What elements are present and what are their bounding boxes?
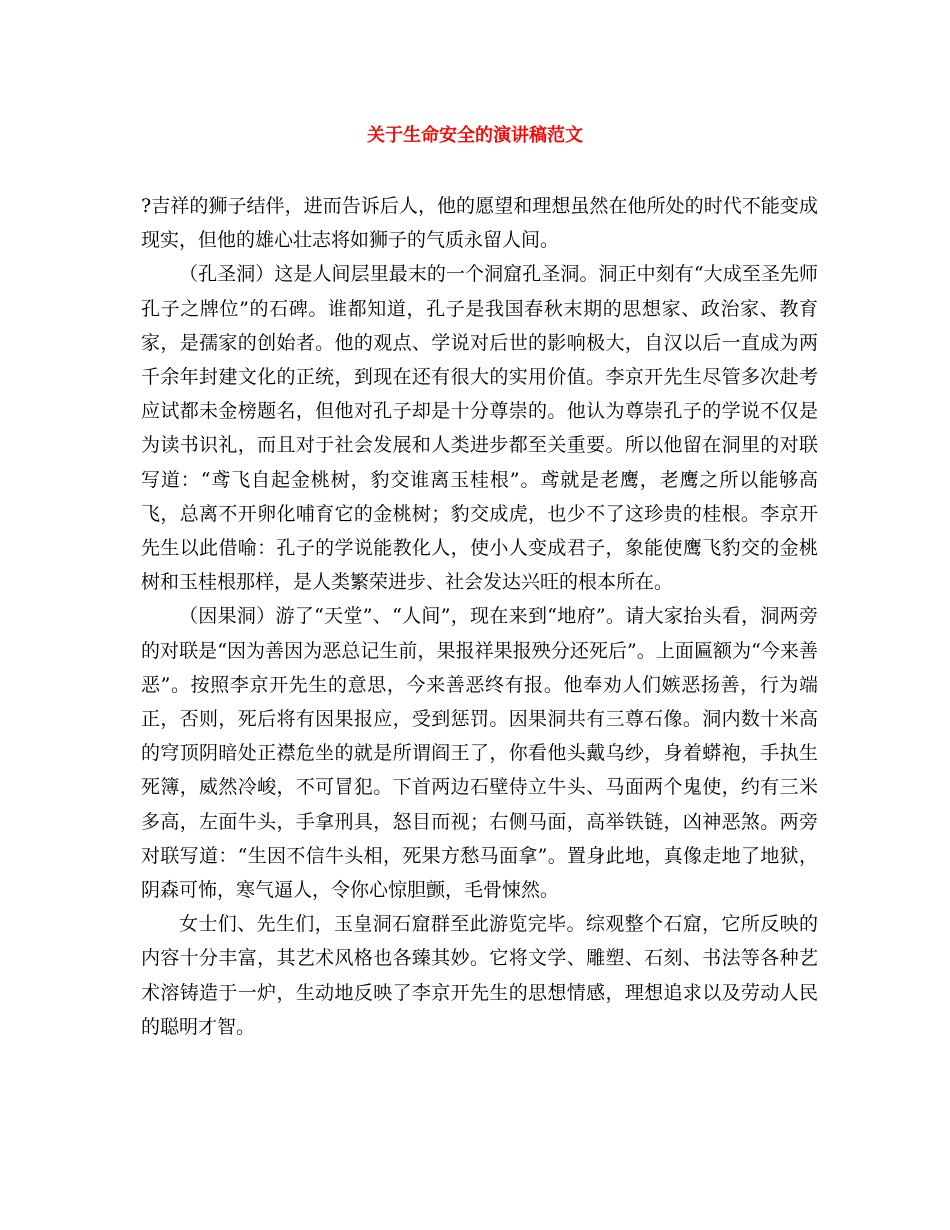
document-body [141,189,818,1044]
paragraph-kongsheng-cave: （孔圣洞）这是人间层里最末的一个洞窟孔圣洞。洞正中刻有“大成至圣先师孔子之牌位”的石碑。谁都知道，孔子是我国春秋末期的思想家、政治家、教育家，是孺家的创始者。他的观点、学说对后世的影响极大，自汉以后一直成为两千余年封建文化的正统，到现在还有很大的实用价值。李京开先生尽管多次赴考应试都未金榜题名，但他对孔子却是十分尊崇的。他认为尊崇孔子的学说不仅是为读书识礼，而且对于社会发展和人类进步都至关重要。所以他留在洞里的对联写道：“鸢飞自起金桃树，豹交谁离玉桂根”。鸢就是老鹰，老鹰之所以能够高飞，总离不开卵化哺育它的金桃树；豹交成虎，也少不了这珍贵的桂根。李京开先生以此借喻：孔子的学说能教化人，使小人变成君子，象能使鹰飞豹交的金桃树和玉桂根那样，是人类繁荣进步、社会发达兴旺的根本所在。 [141,263,818,594]
paragraph-continuation: ?吉祥的狮子结伴，进而告诉后人，他的愿望和理想虽然在他所处的时代不能变成现实，但他的雄心壮志将如狮子的气质永留人间。 [141,195,818,252]
paragraph-conclusion: 女士们、先生们，玉皇洞石窟群至此游览完毕。综观整个石窟，它所反映的内容十分丰富，其艺术风格也各臻其妙。它将文学、雕塑、石刻、书法等各种艺术溶铸造于一炉，生动地反映了李京开先生的思想情感，理想追求以及劳动人民的聪明才智。 [141,913,818,1038]
paragraph-yinguo-cave: （因果洞）游了“天堂”、“人间”，现在来到“地府”。请大家抬头看，洞两旁的对联是“因为善因为恶总记生前，果报祥果报殃分还死后”。上面匾额为“今来善恶”。按照李京开先生的意思，今来善恶终有报。他奉劝人们嫉恶扬善，行为端正，否则，死后将有因果报应，受到惩罚。因果洞共有三尊石像。洞内数十米高的穹顶阴暗处正襟危坐的就是所谓阎王了，你看他头戴乌纱，身着蟒袍，手执生死簿，威然冷峻，不可冒犯。下首两边石壁侍立牛头、马面两个鬼使，约有三米多高，左面牛头，手拿刑具，怒目而视；右侧马面，高举铁链，凶神恶煞。两旁对联写道：“生因不信牛头相，死果方愁马面拿”。置身此地，真像走地了地狱，阴森可怖，寒气逼人，令你心惊胆颤，毛骨悚然。 [141,605,818,902]
document-title: 关于生命安全的演讲稿范文 [367,125,583,146]
